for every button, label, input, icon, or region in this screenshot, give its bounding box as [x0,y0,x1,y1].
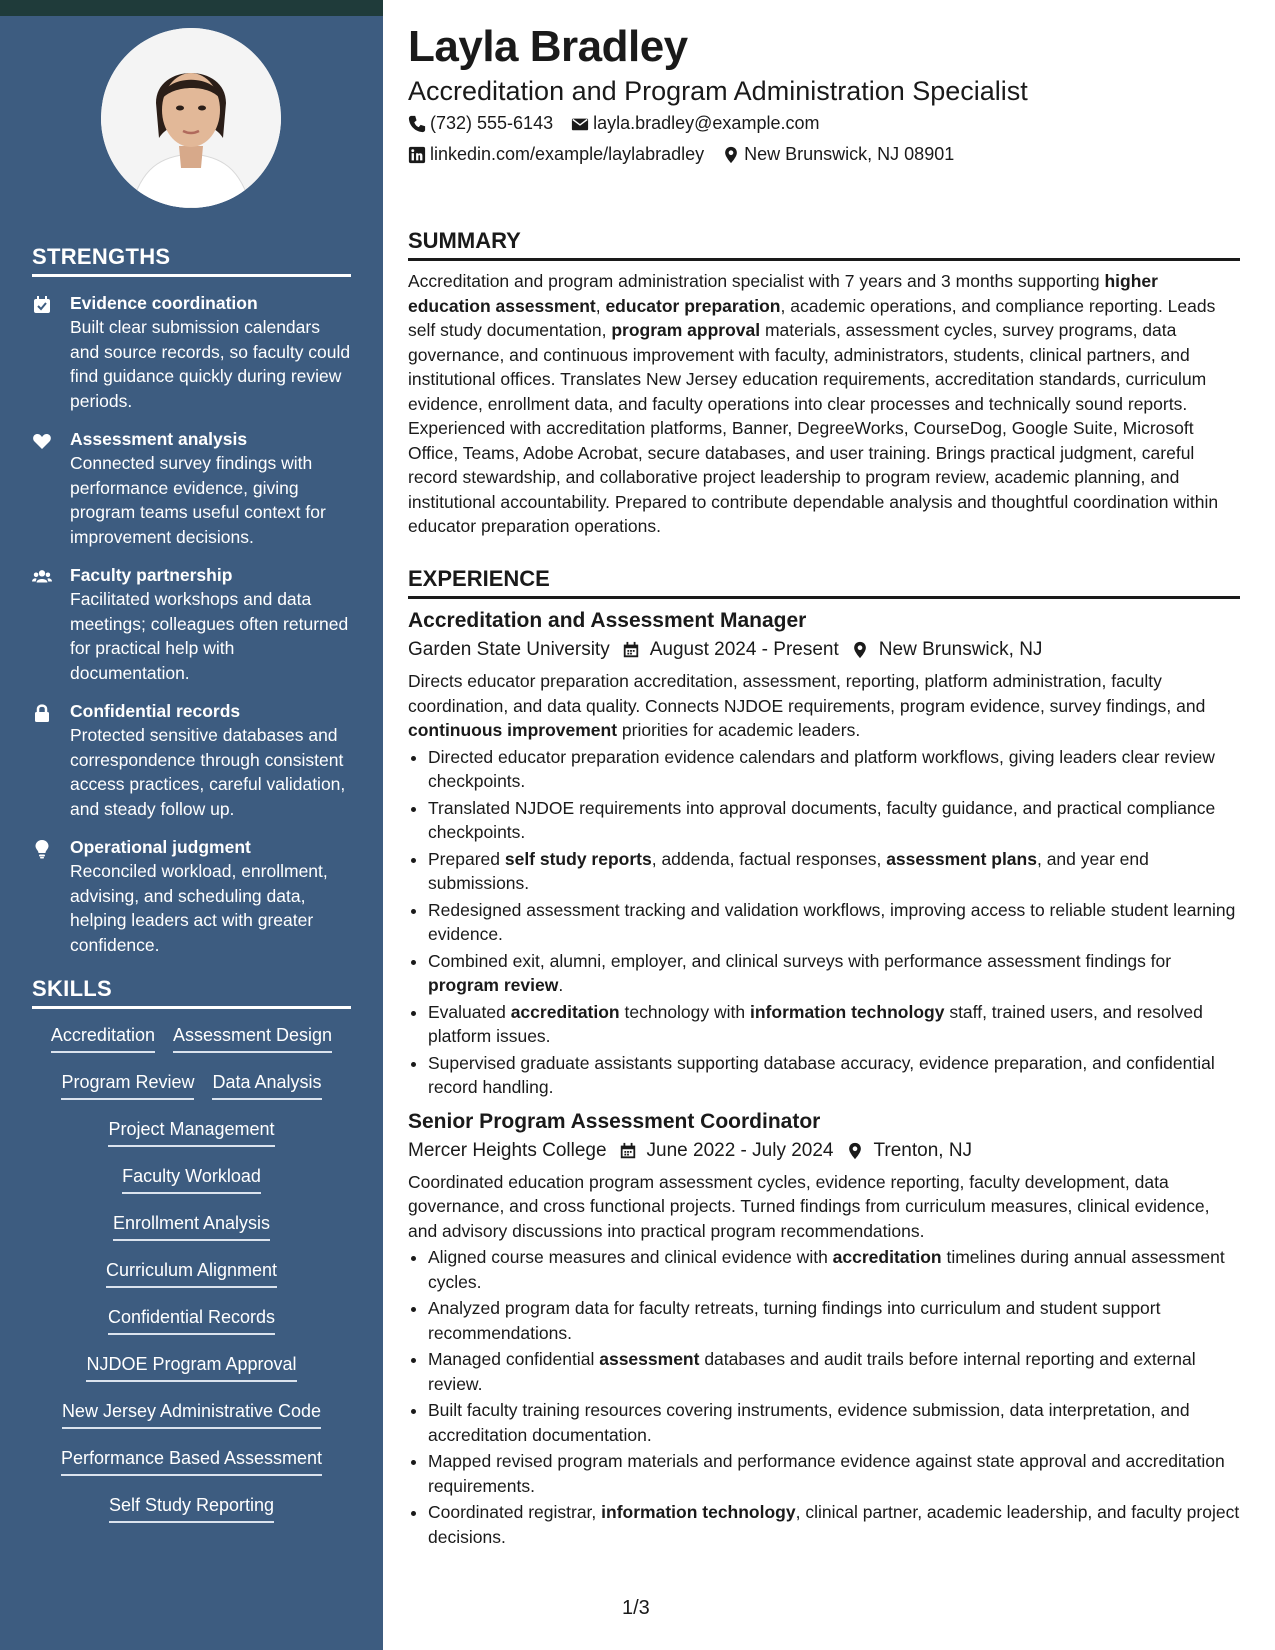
skill-tag: Enrollment Analysis [113,1211,270,1241]
job-entry [408,609,1240,1100]
map-pin-icon [722,146,740,164]
job-bullet: • Directed educator preparation evidence calendars and platform workflows, giving leaders clear review checkpoints. [428,745,1240,794]
job-bullets [408,1245,1240,1549]
job-org: Garden State University [408,639,610,660]
heart-icon [32,427,70,549]
job-bullet: • Combined exit, alumni, employer, and clinical surveys with performance assessment findings for program review. [428,949,1240,998]
job-meta [408,639,1240,661]
email-text: layla.bradley@example.com [593,113,820,133]
strength-item [32,699,351,821]
lightbulb-icon [32,835,70,957]
job-location: New Brunswick, NJ [878,639,1043,660]
job-bullet: • Translated NJDOE requirements into approval documents, faculty guidance, and practical compliance checkpoints. [428,796,1240,845]
skill-tag: New Jersey Administrative Code [62,1399,321,1429]
skill-tag: Confidential Records [108,1305,275,1335]
envelope-icon [571,115,589,133]
job-bullet: • Built faculty training resources covering instruments, evidence submission, data interpretation, and accreditation documentation. [428,1398,1240,1447]
phone-icon [408,115,426,133]
strength-desc: Built clear submission calendars and source records, so faculty could find guidance quickly during review periods. [70,317,351,411]
strength-title: Evidence coordination [70,293,258,313]
summary-heading: SUMMARY [408,228,1240,261]
job-bullet: • Coordinated registrar, information technology, clinical partner, academic leadership, and faculty project decisions. [428,1500,1240,1549]
location-contact [722,144,954,165]
job-location-wrap [851,639,1043,661]
job-bullet: • Prepared self study reports, addenda, factual responses, assessment plans, and year end submissions. [428,847,1240,896]
job-meta [408,1140,1240,1162]
profile-photo [101,28,281,208]
job-dates-wrap [622,639,839,661]
page-number: 1/3 [622,1597,650,1619]
job-location: Trenton, NJ [873,1139,973,1161]
phone-text: (732) 555-6143 [430,113,554,133]
strength-title: Operational judgment [70,837,251,857]
skill-tag: Accreditation [51,1023,155,1053]
experience-heading: EXPERIENCE [408,566,1240,599]
job-bullets [408,745,1240,1100]
strength-item [32,427,351,549]
candidate-name: Layla Bradley [408,22,688,71]
job-description: Directs educator preparation accreditation, assessment, reporting, platform administration, faculty coordination, and data quality. Connects NJDOE requirements, program evidence, survey findings, and continuous improvement priorities for academic leaders. [408,671,1206,740]
candidate-title: Accreditation and Program Administration Specialist [408,76,1028,106]
job-bullet: • Evaluated accreditation technology with information technology staff, trained users, and resolved platform issues. [428,1000,1240,1049]
strengths-list [32,291,351,957]
skills-heading: SKILLS [32,976,351,1009]
skills-section [32,976,351,1540]
strength-item [32,291,351,413]
experience-section [408,566,1240,1551]
strength-desc: Connected survey findings with performance evidence, giving program teams useful context for improvement decisions. [70,453,326,547]
linkedin-contact[interactable] [408,144,704,165]
sidebar [0,16,383,1650]
job-role: Accreditation and Assessment Manager [408,609,807,632]
calendar-icon [622,641,640,659]
calendar-check-icon [32,291,70,413]
job-bullet: • Supervised graduate assistants supporting database accuracy, evidence preparation, and confidential record handling. [428,1051,1240,1100]
linkedin-icon [408,146,426,164]
skill-tag: Data Analysis [212,1070,321,1100]
strength-title: Confidential records [70,701,241,721]
strength-desc: Facilitated workshops and data meetings; colleagues often returned for practical help with documentation. [70,589,349,683]
contact-row-2 [408,144,972,165]
job-description: Coordinated education program assessment cycles, evidence reporting, faculty development, data governance, and cross functional projects. Turned findings from curriculum measures, clinical evidence, and advisory discussions into practical program recommendations. [408,1171,1210,1241]
skill-tag: Curriculum Alignment [106,1258,277,1288]
strength-title: Assessment analysis [70,429,248,449]
users-icon [32,563,70,685]
phone-contact[interactable] [408,113,553,134]
location-text: New Brunswick, NJ 08901 [744,144,955,164]
map-pin-icon [846,1142,864,1160]
strength-desc: Protected sensitive databases and correspondence through consistent access practices, careful validation, and steady follow up. [70,725,346,819]
strength-desc: Reconciled workload, enrollment, advising, and scheduling data, helping leaders act with greater confidence. [70,861,328,955]
job-bullet: • Redesigned assessment tracking and validation workflows, improving access to reliable student learning evidence. [428,898,1240,947]
job-dates: August 2024 - Present [649,639,839,660]
summary-section [408,228,1240,539]
skill-tag: Project Management [108,1117,274,1147]
linkedin-text: linkedin.com/example/laylabradley [430,144,705,164]
job-role: Senior Program Assessment Coordinator [408,1109,821,1133]
strength-item [32,563,351,685]
skill-tag: Faculty Workload [122,1164,261,1194]
strength-title: Faculty partnership [70,565,233,585]
job-location-wrap [846,1140,973,1162]
skill-tag: NJDOE Program Approval [86,1352,296,1382]
job-dates: June 2022 - July 2024 [646,1139,834,1161]
lock-icon [32,699,70,821]
calendar-icon [619,1142,637,1160]
skills-list [32,1023,351,1540]
job-dates-wrap [619,1140,834,1162]
job-org: Mercer Heights College [408,1139,607,1161]
job-bullet: • Analyzed program data for faculty retreats, turning findings into curriculum and student support recommendations. [428,1296,1240,1345]
email-contact[interactable] [571,113,819,134]
job-bullet: • Aligned course measures and clinical evidence with accreditation timelines during annual assessment cycles. [428,1245,1240,1294]
job-bullet: • Managed confidential assessment databases and audit trails before internal reporting and external review. [428,1347,1240,1396]
job-entry [408,1110,1240,1550]
contact-row-1 [408,113,837,134]
skill-tag: Assessment Design [173,1023,332,1053]
summary-text: Accreditation and program administration specialist with 7 years and 3 months supporting higher education assessment, educator preparation, academic operations, and compliance reporting. Leads self study documentation, program approval materials, assessment cycles, survey programs, data governance, and continuous improvement with faculty, administrators, students, clinical partners, and institutional offices. Translates New Jersey education requirements, accreditation standards, curriculum evidence, enrollment data, and faculty operations into clear processes and technically sound reports. Experienced with accreditation platforms, Banner, DegreeWorks, CourseDog, Google Suite, Microsoft Office, Teams, Adobe Acrobat, secure databases, and user training. Brings practical judgment, careful record stewardship, and collaborative project leadership to program review, academic planning, and institutional accountability. Prepared to contribute dependable analysis and thoughtful coordination within educator preparation operations. [408,271,1219,536]
skill-tag: Self Study Reporting [109,1493,274,1523]
job-bullet: • Mapped revised program materials and performance evidence against state approval and accreditation requirements. [428,1449,1240,1498]
strengths-heading: STRENGTHS [32,244,351,277]
skill-tag: Program Review [61,1070,194,1100]
skill-tag: Performance Based Assessment [61,1446,322,1476]
map-pin-icon [851,641,869,659]
strengths-section [32,244,351,971]
top-accent-bar [0,0,383,16]
strength-item [32,835,351,957]
